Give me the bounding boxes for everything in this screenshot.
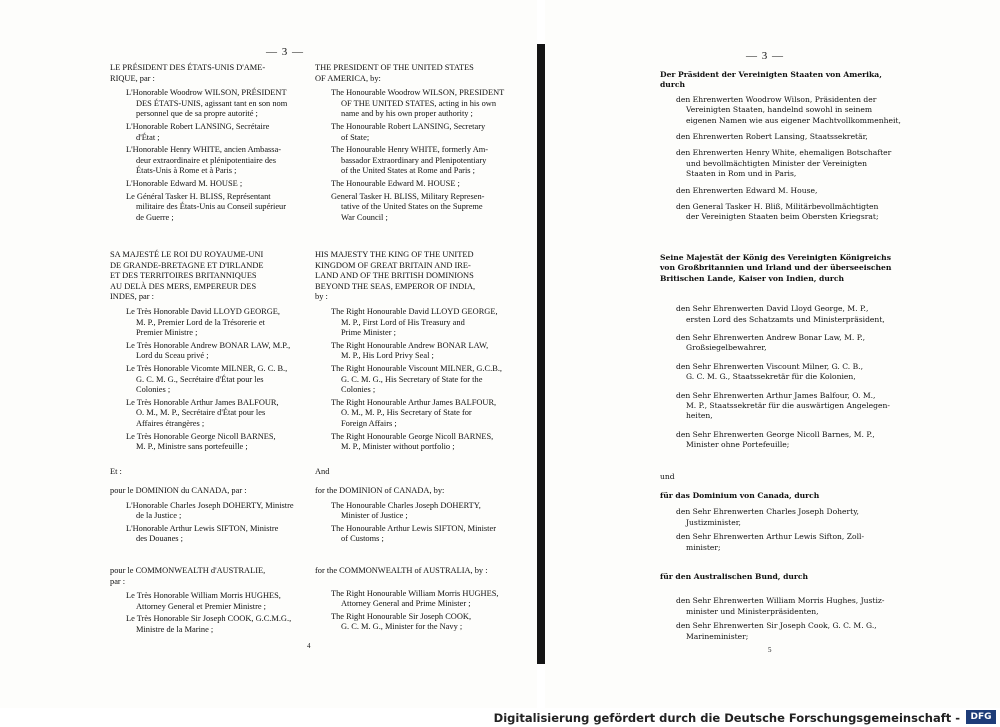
entry-line: Justizminister, xyxy=(686,517,741,527)
entry-line: M. P., Minister without portfolio ; xyxy=(341,442,455,452)
entry-line: den Sehr Ehrenwerten David Lloyd George, M. P., xyxy=(676,304,869,314)
entry-line: den Sehr Ehrenwerten Andrew Bonar Law, M. P., xyxy=(676,333,866,343)
heading-line: HIS MAJESTY THE KING OF THE UNITED xyxy=(315,250,474,259)
entry-line: Foreign Affairs ; xyxy=(341,418,397,428)
entry-line: G. C. M. G., His Secretary of State for the xyxy=(341,374,483,384)
german-usa-section xyxy=(660,70,901,223)
book-spine xyxy=(537,44,545,664)
entry-line: minister; xyxy=(686,542,721,552)
german-uk-section xyxy=(660,253,892,451)
entry-line: L'Honorable Charles Joseph DOHERTY, Ministre xyxy=(126,500,294,510)
french-usa-section xyxy=(110,63,304,223)
english-australia-plenipotentiaries xyxy=(315,589,511,633)
german-australia-section xyxy=(660,572,885,642)
entry-line: Vereinigten Staaten, handelnd sowohl in seinem xyxy=(686,105,873,115)
entry-line: d'État ; xyxy=(136,132,160,142)
plenipotentiary-entry xyxy=(110,145,304,177)
plenipotentiary-entry xyxy=(315,432,511,453)
plenipotentiary-entry xyxy=(315,145,511,177)
entry-line: eigenen Namen wie aus eigener Machtvollkommenheit, xyxy=(686,115,901,125)
entry-line: den Sehr Ehrenwerten William Morris Hughes, Justiz- xyxy=(676,596,885,606)
plenipotentiary-entry xyxy=(110,591,304,612)
plenipotentiary-entry xyxy=(110,364,304,396)
heading-line: DE GRANDE-BRETAGNE ET D'IRLANDE xyxy=(110,260,264,270)
english-usa-section xyxy=(315,63,511,223)
entry-line: Lord du Sceau privé ; xyxy=(136,351,209,361)
entry-line: M. P., His Lord Privy Seal ; xyxy=(341,351,434,361)
heading-line: Seine Majestät der König des Vereinigten Königreichs xyxy=(660,253,891,262)
english-uk-plenipotentiaries xyxy=(315,307,511,453)
entry-line: The Honourable Arthur Lewis SIFTON, Minister xyxy=(331,523,496,533)
entry-line: The Right Honourable Andrew BONAR LAW, xyxy=(331,340,489,350)
entry-line: M. P., Staatssekretär für die auswärtigen Angelegen- xyxy=(686,401,890,411)
german-usa-heading xyxy=(660,70,880,91)
entry-line: heiten, xyxy=(686,411,713,421)
entry-line: Colonies ; xyxy=(341,385,376,395)
entry-line: Minister of Justice ; xyxy=(341,511,408,521)
entry-line: War Council ; xyxy=(341,212,388,222)
heading-line: par : xyxy=(110,576,126,586)
entry-line: G. C. M. G., Staatssekretär für die Kolonien, xyxy=(686,372,856,382)
entry-line: name and by his own proper authority ; xyxy=(341,109,473,119)
entry-line: und bevollmächtigten Minister der Vereinigten xyxy=(686,158,868,168)
entry-line: The Honourable Robert LANSING, Secretary xyxy=(331,121,486,131)
entry-line: O. M., M. P., His Secretary of State for xyxy=(341,408,472,418)
entry-line: Le Très Honorable David LLOYD GEORGE, xyxy=(126,306,280,316)
french-canada-section xyxy=(110,486,304,545)
plenipotentiary-entry xyxy=(315,179,511,190)
dfg-logo: DFG xyxy=(966,710,996,724)
plenipotentiary-entry xyxy=(660,390,890,422)
entry-line: ersten Lord des Schatzamts und Ministerpräsident, xyxy=(686,314,885,324)
plenipotentiary-entry xyxy=(660,507,880,528)
entry-line: The Honourable Woodrow WILSON, PRESIDENT xyxy=(331,88,505,98)
entry-line: Attorney General et Premier Ministre ; xyxy=(136,601,267,611)
entry-line: of the United States at Rome and Paris ; xyxy=(341,166,475,176)
entry-line: de Guerre ; xyxy=(136,212,174,222)
entry-line: L'Honorable Woodrow WILSON, PRÉSIDENT xyxy=(126,88,287,98)
right-page-number: — 3 — xyxy=(746,50,784,62)
french-canada-plenipotentiaries xyxy=(110,501,304,545)
entry-line: den Ehrenwerten Woodrow Wilson, Präsidenten der xyxy=(676,94,877,104)
entry-line: Premier Ministre ; xyxy=(136,328,198,338)
entry-line: of Customs ; xyxy=(341,534,384,544)
plenipotentiary-entry xyxy=(660,596,885,617)
heading-line: KINGDOM OF GREAT BRITAIN AND IRE- xyxy=(315,260,471,270)
entry-line: The Honourable Henry WHITE, formerly Am- xyxy=(331,145,489,155)
entry-line: Le Général Tasker H. BLISS, Représentant xyxy=(126,191,271,201)
plenipotentiary-entry xyxy=(660,186,880,196)
entry-line: L'Honorable Robert LANSING, Secrétaire xyxy=(126,121,270,131)
left-page-number: — 3 — xyxy=(266,46,304,58)
plenipotentiary-entry xyxy=(660,362,880,383)
plenipotentiary-entry xyxy=(315,364,511,396)
entry-line: L'Honorable Edward M. HOUSE ; xyxy=(126,178,243,188)
plenipotentiary-entry xyxy=(660,304,885,325)
plenipotentiary-entry xyxy=(110,524,304,545)
entry-line: The Honourable Edward M. HOUSE ; xyxy=(331,178,460,188)
entry-line: Le Très Honorable George Nicoll BARNES, xyxy=(126,431,276,441)
plenipotentiary-entry xyxy=(110,179,304,190)
entry-line: den Ehrenwerten Edward M. House, xyxy=(676,185,818,195)
english-canada-section xyxy=(315,486,511,545)
plenipotentiary-entry xyxy=(110,614,304,635)
plenipotentiary-entry xyxy=(110,398,304,430)
entry-line: G. C. M. G., Minister for the Navy ; xyxy=(341,622,463,632)
plenipotentiary-entry xyxy=(315,341,511,362)
english-australia-heading xyxy=(315,566,511,577)
plenipotentiary-entry xyxy=(660,430,880,451)
heading-line: Der Präsident der Vereinigten Staaten von Amerika, xyxy=(660,70,882,79)
entry-line: den General Tasker H. Bliß, Militärbevollmächtigten xyxy=(676,202,879,212)
entry-line: The Right Honourable David LLOYD GEORGE, xyxy=(331,306,498,316)
french-australia-plenipotentiaries xyxy=(110,591,304,635)
plenipotentiary-entry xyxy=(110,192,304,224)
plenipotentiary-entry xyxy=(110,307,304,339)
entry-line: The Honourable Charles Joseph DOHERTY, xyxy=(331,500,481,510)
entry-line: Attorney General and Prime Minister ; xyxy=(341,599,471,609)
german-canada-heading: für das Dominium von Canada, durch xyxy=(660,491,820,500)
plenipotentiary-entry xyxy=(660,148,892,179)
french-uk-heading xyxy=(110,250,304,303)
entry-line: The Right Honourable Viscount MILNER, G.C.B., xyxy=(331,363,503,373)
entry-line: The Right Honourable George Nicoll BARNES, xyxy=(331,431,494,441)
heading-line: OF AMERICA, by: xyxy=(315,73,381,83)
french-canada-heading: pour le DOMINION du CANADA, par : xyxy=(110,486,247,495)
french-australia-section xyxy=(110,566,304,636)
heading-line: LAND AND OF THE BRITISH DOMINIONS xyxy=(315,271,474,281)
german-canada-section xyxy=(660,491,880,553)
plenipotentiary-entry xyxy=(110,341,304,362)
heading-line: Britischen Lande, Kaiser von Indien, durch xyxy=(660,273,845,283)
plenipotentiary-entry xyxy=(110,501,304,522)
english-uk-section xyxy=(315,250,511,453)
entry-line: deur extraordinaire et plénipotentiaire des xyxy=(136,155,276,165)
entry-line: Le Très Honorable Vicomte MILNER, G. C. B., xyxy=(126,363,288,373)
heading-line: THE PRESIDENT OF THE UNITED STATES xyxy=(315,63,474,72)
plenipotentiary-entry xyxy=(315,307,511,339)
entry-line: L'Honorable Henry WHITE, ancien Ambassa- xyxy=(126,145,282,155)
german-australia-heading: für den Australischen Bund, durch xyxy=(660,572,809,581)
entry-line: O. M., M. P., Secrétaire d'État pour les xyxy=(136,408,266,418)
heading-line: INDES, par : xyxy=(110,292,154,302)
plenipotentiary-entry xyxy=(315,589,511,610)
left-page-bottom-mark: 4 xyxy=(307,642,311,650)
entry-line: DES ÉTATS-UNIS, agissant tant en son nom xyxy=(136,98,288,108)
entry-line: Marineminister; xyxy=(686,631,749,641)
entry-line: den Ehrenwerten Henry White, ehemaligen Botschafter xyxy=(676,148,892,158)
entry-line: Colonies ; xyxy=(136,385,171,395)
german-und: und xyxy=(660,472,675,481)
entry-line: États-Unis à Rome et à Paris ; xyxy=(136,166,237,176)
plenipotentiary-entry xyxy=(110,88,304,120)
heading-line: LE PRÉSIDENT DES ÉTATS-UNIS D'AME- xyxy=(110,63,266,72)
plenipotentiary-entry xyxy=(315,501,511,522)
entry-line: minister und Ministerpräsidenten, xyxy=(686,606,819,616)
entry-line: M. P., Premier Lord de la Trésorerie et xyxy=(136,317,265,327)
entry-line: OF THE UNITED STATES, acting in his own xyxy=(341,98,497,108)
french-usa-plenipotentiaries xyxy=(110,88,304,223)
entry-line: Le Très Honorable William Morris HUGHES, xyxy=(126,591,281,601)
plenipotentiary-entry xyxy=(660,132,880,142)
german-uk-heading xyxy=(660,253,892,284)
english-canada-heading: for the DOMINION of CANADA, by: xyxy=(315,486,445,495)
entry-line: den Sehr Ehrenwerten Charles Joseph Doherty, xyxy=(676,507,859,517)
entry-line: L'Honorable Arthur Lewis SIFTON, Ministre xyxy=(126,523,279,533)
german-usa-plenipotentiaries xyxy=(660,94,901,223)
entry-line: M. P., First Lord of His Treasury and xyxy=(341,317,465,327)
entry-line: The Right Honourable Arthur James BALFOUR, xyxy=(331,397,497,407)
plenipotentiary-entry xyxy=(660,532,880,553)
entry-line: den Sehr Ehrenwerten Sir Joseph Cook, G. C. M. G., xyxy=(676,621,877,631)
plenipotentiary-entry xyxy=(315,524,511,545)
entry-line: den Sehr Ehrenwerten George Nicoll Barnes, M. P., xyxy=(676,429,875,439)
english-usa-plenipotentiaries xyxy=(315,88,511,223)
entry-line: bassador Extraordinary and Plenipotentiary xyxy=(341,155,487,165)
entry-line: Ministre de la Marine ; xyxy=(136,624,214,634)
entry-line: Prime Minister ; xyxy=(341,328,396,338)
entry-line: of State; xyxy=(341,132,370,142)
english-uk-heading xyxy=(315,250,511,303)
french-australia-heading xyxy=(110,566,304,587)
entry-line: personnel que de sa propre autorité ; xyxy=(136,109,258,119)
entry-line: Le Très Honorable Sir Joseph COOK, G.C.M.G., xyxy=(126,614,292,624)
entry-line: de la Justice ; xyxy=(136,511,182,521)
plenipotentiary-entry xyxy=(110,432,304,453)
plenipotentiary-entry xyxy=(660,94,901,126)
entry-line: Minister ohne Portefeuille; xyxy=(686,440,790,450)
german-canada-plenipotentiaries xyxy=(660,507,880,553)
funding-notice: Digitalisierung gefördert durch die Deutsche Forschungsgemeinschaft - xyxy=(493,711,960,725)
plenipotentiary-entry xyxy=(315,398,511,430)
entry-line: M. P., Ministre sans portefeuille ; xyxy=(136,442,248,452)
entry-line: den Ehrenwerten Robert Lansing, Staatssekretär, xyxy=(676,132,868,142)
plenipotentiary-entry xyxy=(315,612,511,633)
german-australia-plenipotentiaries xyxy=(660,596,885,642)
plenipotentiary-entry xyxy=(315,122,511,143)
entry-line: Großsiegelbewahrer, xyxy=(686,343,767,353)
heading-line: pour le COMMONWEALTH d'AUSTRALIE, xyxy=(110,566,266,575)
english-and: And xyxy=(315,467,330,476)
french-et: Et : xyxy=(110,467,122,476)
heading-line: durch xyxy=(660,80,685,90)
entry-line: des Douanes ; xyxy=(136,534,183,544)
entry-line: den Sehr Ehrenwerten Viscount Milner, G. C. B., xyxy=(676,361,863,371)
entry-line: General Tasker H. BLISS, Military Represen- xyxy=(331,191,485,201)
english-canada-plenipotentiaries xyxy=(315,501,511,545)
entry-line: Le Très Honorable Andrew BONAR LAW, M.P., xyxy=(126,340,291,350)
entry-line: G. C. M. G., Secrétaire d'État pour les xyxy=(136,374,264,384)
entry-line: der Vereinigten Staaten beim Obersten Kriegsrat; xyxy=(686,212,879,222)
plenipotentiary-entry xyxy=(315,88,511,120)
heading-line: by : xyxy=(315,292,328,302)
plenipotentiary-entry xyxy=(660,333,880,354)
entry-line: Affaires étrangères ; xyxy=(136,418,205,428)
entry-line: den Sehr Ehrenwerten Arthur Lewis Sifton, Zoll- xyxy=(676,532,865,542)
plenipotentiary-entry xyxy=(110,122,304,143)
heading-line: ET DES TERRITOIRES BRITANNIQUES xyxy=(110,271,257,281)
heading-line: AU DELÀ DES MERS, EMPEREUR DES xyxy=(110,281,257,291)
entry-line: den Sehr Ehrenwerten Arthur James Balfour, O. M., xyxy=(676,390,876,400)
entry-line: Le Très Honorable Arthur James BALFOUR, xyxy=(126,397,279,407)
english-usa-heading xyxy=(315,63,511,84)
french-uk-section xyxy=(110,250,304,453)
german-uk-plenipotentiaries xyxy=(660,304,890,450)
entry-line: The Right Honourable William Morris HUGHES, xyxy=(331,588,499,598)
plenipotentiary-entry xyxy=(315,192,511,224)
entry-line: militaire des États-Unis au Conseil supérieur xyxy=(136,202,287,212)
plenipotentiary-entry xyxy=(660,202,880,223)
heading-line: SA MAJESTÉ LE ROI DU ROYAUME-UNI xyxy=(110,250,264,259)
english-australia-section xyxy=(315,566,511,633)
heading-line: von Großbritannien und Irland und der überseeischen xyxy=(660,263,892,273)
entry-line: Staaten in Rom und in Paris, xyxy=(686,169,797,179)
right-page-bottom-mark: 5 xyxy=(768,646,772,654)
footer-bar xyxy=(0,708,1000,727)
entry-line: tative of the United States on the Supreme xyxy=(341,202,483,212)
heading-line: for the COMMONWEALTH of AUSTRALIA, by : xyxy=(315,566,488,575)
french-uk-plenipotentiaries xyxy=(110,307,304,453)
plenipotentiary-entry xyxy=(660,621,880,642)
entry-line: The Right Honourable Sir Joseph COOK, xyxy=(331,611,472,621)
heading-line: RIQUE, par : xyxy=(110,73,155,83)
french-usa-heading xyxy=(110,63,304,84)
heading-line: BEYOND THE SEAS, EMPEROR OF INDIA, xyxy=(315,281,476,291)
